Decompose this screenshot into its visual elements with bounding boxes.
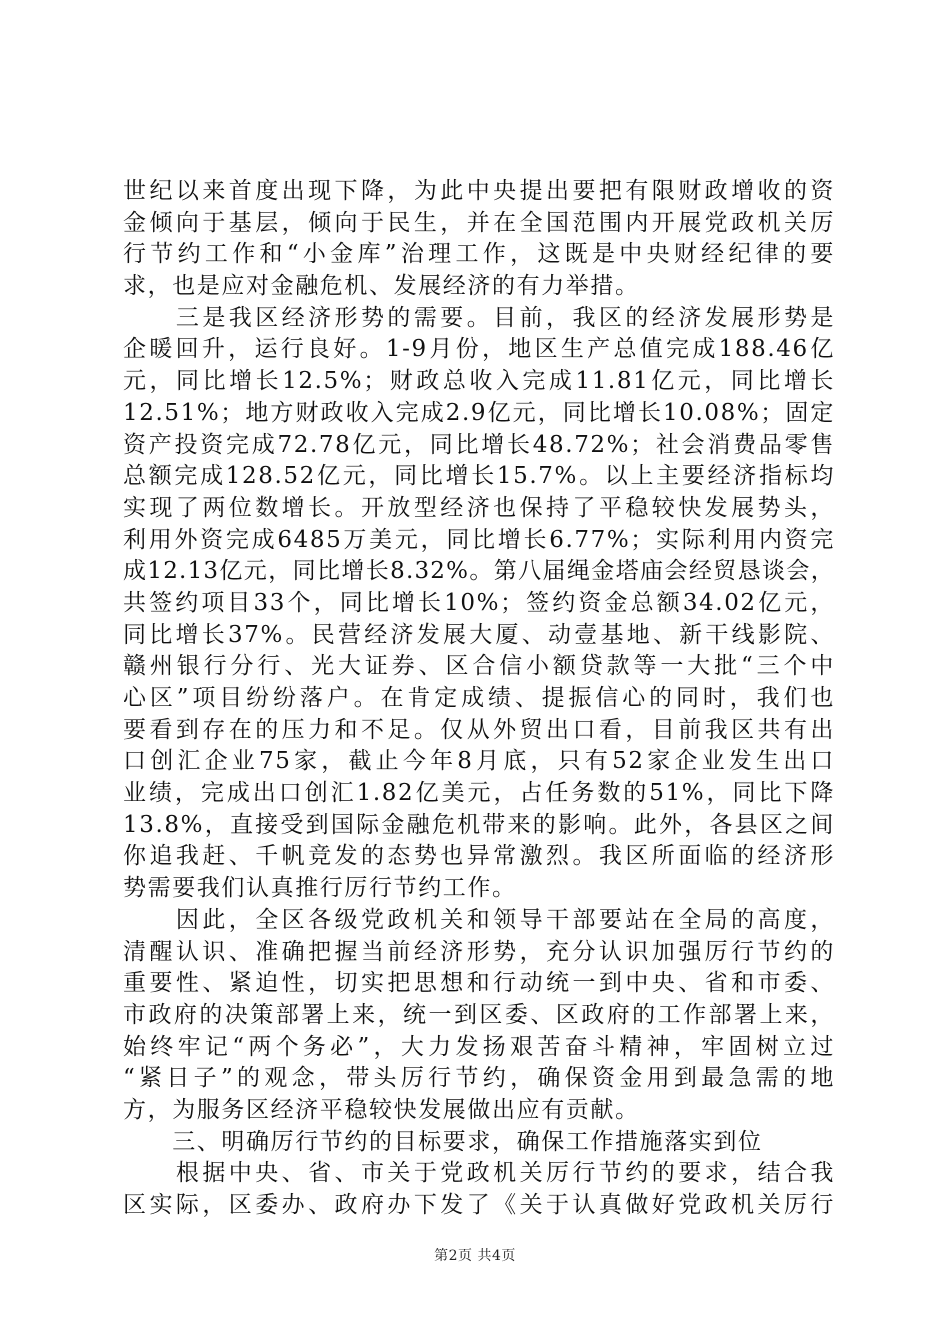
text-line: 元，同比增长12.5%；财政总收入完成11.81亿元，同比增长 [123,368,835,395]
text-line: 业绩，完成出口创汇1.82亿美元，占任务数的51%，同比下降 [123,780,835,807]
text-line: 共签约项目33个，同比增长10%；签约资金总额34.02亿元， [123,589,835,616]
text-line: 市政府的决策部署上来，统一到区委、区政府的工作部署上来， [123,1001,835,1028]
text-line: 因此，全区各级党政机关和领导干部要站在全局的高度， [123,906,835,933]
text-line: 势需要我们认真推行厉行节约工作。 [123,875,517,902]
text-line: 赣州银行分行、光大证券、区合信小额贷款等一大批“三个中 [123,653,835,680]
text-line: 金倾向于基层，倾向于民生，并在全国范围内开展党政机关厉 [123,209,835,236]
text-line: 重要性、紧迫性，切实把思想和行动统一到中央、省和市委、 [123,970,835,997]
text-line: 始终牢记“两个务必”，大力发扬艰苦奋斗精神，牢固树立过 [123,1033,835,1060]
body-text [123,176,835,1222]
text-line: 要看到存在的压力和不足。仅从外贸出口看，目前我区共有出 [123,716,835,743]
text-line: 成12.13亿元，同比增长8.32%。第八届绳金塔庙会经贸恳谈会， [123,558,835,585]
text-line: 你追我赶、千帆竞发的态势也异常激烈。我区所面临的经济形 [123,843,835,870]
text-line: 企暖回升，运行良好。1-9月份，地区生产总值完成188.46亿 [123,336,835,363]
text-line: 求，也是应对金融危机、发展经济的有力举措。 [123,273,640,300]
page-footer: 第2页 共4页 [434,1248,516,1264]
text-line: 13.8%，直接受到国际金融危机带来的影响。此外，各县区之间 [123,811,835,838]
text-line: 资产投资完成72.78亿元，同比增长48.72%；社会消费品零售 [123,431,835,458]
text-line: 利用外资完成6485万美元，同比增长6.77%；实际利用内资完 [123,526,835,553]
text-line: 三是我区经济形势的需要。目前，我区的经济发展形势是 [123,304,835,331]
text-line: 实现了两位数增长。开放型经济也保持了平稳较快发展势头， [123,494,835,521]
text-line: 三、明确厉行节约的目标要求，确保工作措施落实到位 [123,1128,763,1155]
text-line: 世纪以来首度出现下降，为此中央提出要把有限财政增收的资 [123,178,835,204]
text-line: “紧日子”的观念，带头厉行节约，确保资金用到最急需的地 [123,1065,835,1092]
text-line: 总额完成128.52亿元，同比增长15.7%。以上主要经济指标均 [123,463,835,490]
text-line: 区实际，区委办、政府办下发了《关于认真做好党政机关厉行 [123,1192,835,1218]
text-line: 清醒认识、准确把握当前经济形势，充分认识加强厉行节约的 [123,938,835,965]
text-line: 口创汇企业75家，截止今年8月底，只有52家企业发生出口 [123,748,835,775]
text-line: 心区”项目纷纷落户。在肯定成绩、提振信心的同时，我们也 [123,685,835,711]
text-line: 同比增长37%。民营经济发展大厦、动壹基地、新干线影院、 [123,621,835,648]
text-line: 12.51%；地方财政收入完成2.9亿元，同比增长10.08%；固定 [123,399,835,426]
text-line: 根据中央、省、市关于党政机关厉行节约的要求，结合我 [123,1160,835,1187]
text-line: 方，为服务区经济平稳较快发展做出应有贡献。 [123,1096,640,1123]
text-line: 行节约工作和“小金库”治理工作，这既是中央财经纪律的要 [123,241,835,268]
